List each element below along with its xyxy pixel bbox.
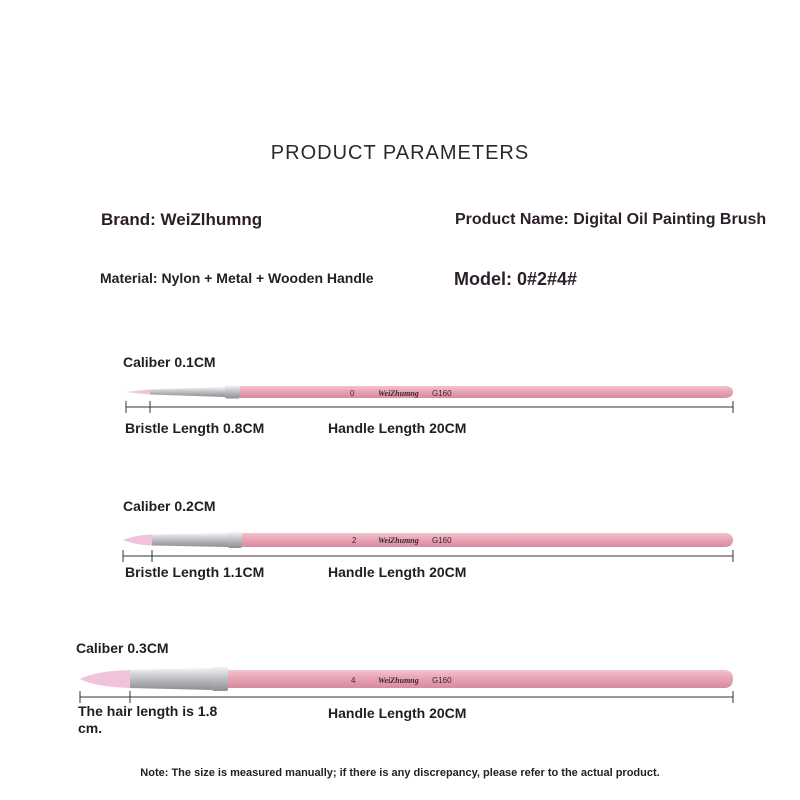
brush-image-size-4: [0, 660, 800, 700]
size-mark: 0: [350, 389, 355, 398]
ferrule-crimp: [225, 386, 240, 399]
handle: [240, 386, 733, 398]
brand-logo: WeiZhumng: [378, 676, 419, 685]
handle: [228, 670, 733, 688]
ferrule-crimp: [228, 532, 242, 548]
measurement-note: Note: The size is measured manually; if there is any discrepancy, please refer to the actual product.: [140, 767, 660, 779]
brush-image-size-0: [0, 374, 800, 414]
bristle-length-label: The hair length is 1.8 cm.: [78, 703, 218, 736]
handle-length-label: Handle Length 20CM: [328, 420, 467, 436]
caliber-label: Caliber 0.1CM: [123, 354, 216, 370]
bristle: [80, 670, 130, 688]
dimension-line: [80, 691, 733, 703]
bristle-length-label: Bristle Length 0.8CM: [125, 420, 265, 436]
bristle: [123, 535, 152, 546]
model-code: G160: [432, 536, 452, 545]
product-name-spec: Product Name: Digital Oil Painting Brush: [455, 211, 767, 228]
brand-logo: WeiZhumng: [378, 536, 419, 545]
bristle-length-label: Bristle Length 1.1CM: [125, 564, 265, 580]
handle-length-label: Handle Length 20CM: [328, 564, 467, 580]
page-title: PRODUCT PARAMETERS: [270, 142, 530, 164]
caliber-label: Caliber 0.2CM: [123, 498, 216, 514]
dimension-line: [126, 401, 733, 413]
ferrule: [130, 668, 212, 690]
ferrule-crimp: [212, 667, 228, 691]
caliber-label: Caliber 0.3CM: [76, 640, 169, 656]
model-spec: Model: 0#2#4#: [454, 269, 578, 289]
ferrule: [152, 533, 228, 547]
material-spec: Material: Nylon + Metal + Wooden Handle: [100, 270, 374, 286]
model-code: G160: [432, 389, 452, 398]
handle-length-label: Handle Length 20CM: [328, 705, 467, 721]
size-mark: 2: [352, 536, 357, 545]
bristle: [126, 390, 150, 395]
model-code: G160: [432, 676, 452, 685]
handle: [242, 533, 733, 547]
dimension-line: [123, 550, 733, 562]
size-mark: 4: [351, 676, 356, 685]
ferrule: [150, 387, 225, 397]
brand-logo: WeiZhumng: [378, 389, 419, 398]
brush-image-size-2: [0, 520, 800, 560]
brand-spec: Brand: WeiZlhumng: [101, 210, 263, 229]
